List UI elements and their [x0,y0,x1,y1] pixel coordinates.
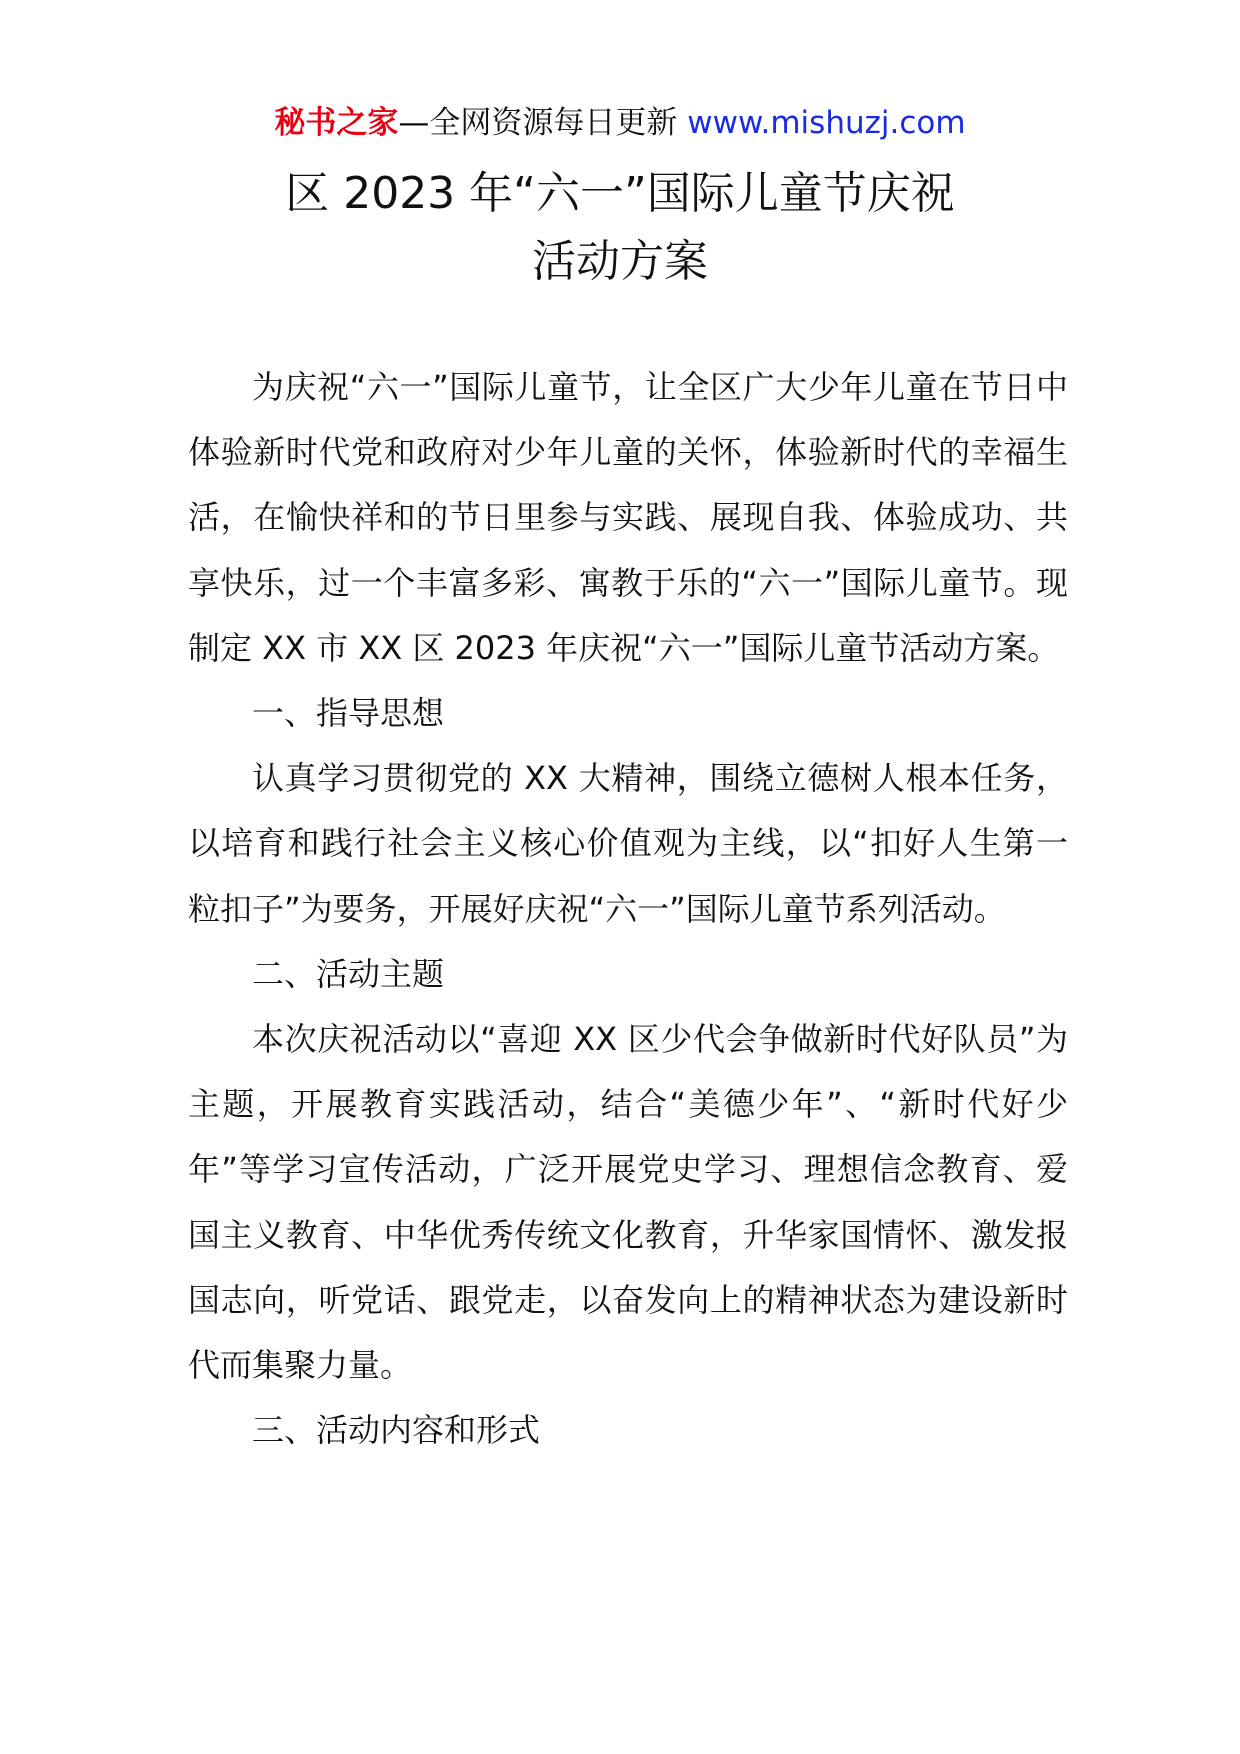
intro-paragraph: 为庆祝“六一”国际儿童节，让全区广大少年儿童在节日中体验新时代党和政府对少年儿童的关怀，体验新时代的幸福生活，在愉快祥和的节日里参与实践、展现自我、体验成功、共享快乐，过一个丰富多彩、寓教于乐的“六一”国际儿童节。现制定 XX 市 XX 区 2023 年庆祝“六一”国际儿童节活动方案。 [188,368,1068,667]
document-title-line-1: 区 2023 年“六一”国际儿童节庆祝 [285,168,955,219]
site-header [0,100,1240,146]
section-heading-activity-theme: 二、活动主题 [252,954,445,993]
guiding-thought-paragraph: 认真学习贯彻党的 XX 大精神，围绕立德树人根本任务，以培育和践行社会主义核心价值观为主线，以“扣好人生第一粒扣子”为要务，开展好庆祝“六一”国际儿童节系列活动。 [188,759,1068,928]
document-body [188,355,1068,1463]
section-heading-activity-content: 三、活动内容和形式 [252,1411,541,1450]
activity-theme-paragraph: 本次庆祝活动以“喜迎 XX 区少代会争做新时代好队员”为主题，开展教育实践活动，结合“美德少年”、“新时代好少年”等学习宣传活动，广泛开展党史学习、理想信念教育、爱国主义教育、中华优秀传统文化教育，升华家国情怀、激发报国志向，听党话、跟党走，以奋发向上的精神状态为建设新时代而集聚力量。 [188,1020,1068,1385]
document-title-line-2: 活动方案 [532,236,708,287]
site-brand: 秘书之家 [274,105,399,141]
site-tagline: —全网资源每日更新 [398,105,688,141]
section-heading-guiding-thought: 一、指导思想 [252,694,445,733]
site-url-link[interactable]: www.mishuzj.com [687,105,966,141]
